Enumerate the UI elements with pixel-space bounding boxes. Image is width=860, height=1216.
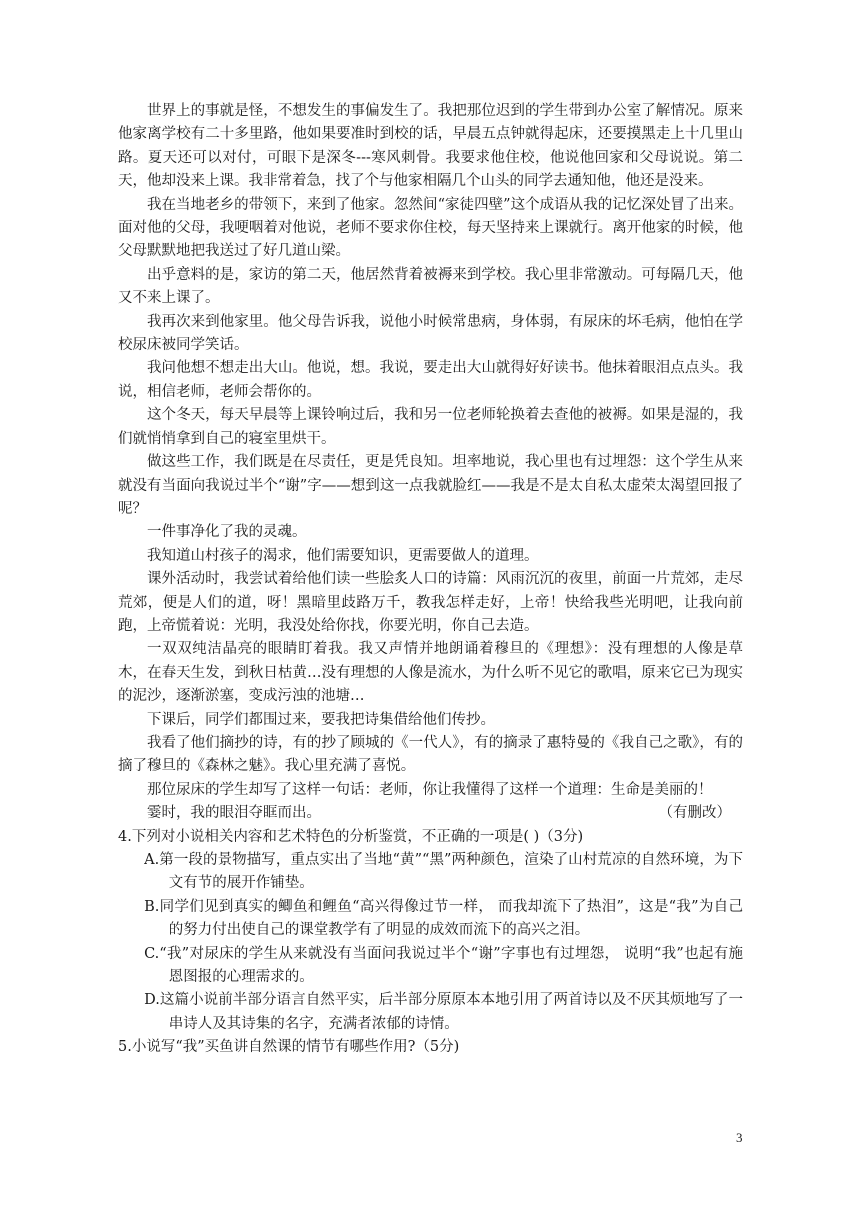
source-note: （有删改） — [658, 805, 731, 822]
paragraph-13: 我看了他们摘抄的诗，有的抄了顾城的《一代人》，有的摘录了惠特曼的《我自己之歌》，有的摘了穆旦的《森林之魅》。我心里充满了喜悦。 — [118, 734, 743, 775]
question-5-stem: 5.小说写“我”买鱼讲自然课的情节有哪些作用?（5分) — [118, 1039, 460, 1056]
paragraph-7: 做这些工作，我们既是在尽责任，更是凭良知。坦率地说，我心里也有过埋怨：这个学生从来就没有当面向我说过半个“谢”字——想到这一点我就脸红——我是不是太自私太虚荣太渴望回报了呢？ — [118, 454, 743, 517]
question-4-option-a: A.第一段的景物描写，重点实出了当地“黄”“黑”两种颜色，渲染了山村荒凉的自然环境，为下文有节的展开作铺垫。 — [144, 852, 743, 892]
paragraph-1: 世界上的事就是怪，不想发生的事偏发生了。我把那位迟到的学生带到办公室了解情况。原来他家离学校有二十多里路，他如果要准时到校的话，早晨五点钟就得起床，还要摸黑走上十几里山路。夏天还可以对付，可眼下是深冬---寒风刺骨。我要求他住校，他说他回家和父母说说。第二天，他却没来上课。我非常着急，找了个与他家相隔几个山头的同学去通知他，他还是没来。 — [118, 103, 743, 190]
paragraph-2: 我在当地老乡的带领下，来到了他家。忽然间“家徒四壁”这个成语从我的记忆深处冒了出来。面对他的父母，我哽咽着对他说，老师不要求你住校，每天坚持来上课就行。离开他家的时候，他父母默默地把我送过了好几道山梁。 — [118, 196, 743, 260]
paragraph-11: 一双双纯洁晶亮的眼睛盯着我。我又声情并地朗诵着穆旦的《理想》：没有理想的人像是草木，在春天生发，到秋日枯黄…没有理想的人像是流水，为什么听不见它的歌唱，原来它已为现实的泥沙，逐渐淤塞，变成污浊的池塘… — [118, 641, 743, 705]
document-page — [118, 100, 743, 1060]
question-5 — [118, 1036, 743, 1059]
paragraph-12: 下课后，同学们都围过来，要我把诗集借给他们传抄。 — [147, 711, 495, 728]
story-text — [118, 100, 743, 826]
paragraph-5: 我问他想不想走出大山。他说，想。我说，要走出大山就得好好读书。他抹着眼泪点点头。我说，相信老师，老师会帮你的。 — [118, 360, 743, 400]
question-4 — [118, 826, 743, 1037]
page-number: 3 — [736, 1130, 743, 1145]
question-4-option-b: B.同学们见到真实的鲫鱼和鲤鱼“高兴得像过节一样， 而我却流下了热泪”，这是“我”为自己的努力付出使自己的课堂教学有了明显的成效而流下的高兴之泪。 — [144, 898, 743, 939]
paragraph-4: 我再次来到他家里。他父母告诉我，说他小时候常患病，身体弱，有尿床的坏毛病，他怕在学校尿床被同学笑话。 — [118, 313, 743, 354]
paragraph-6: 这个冬天，每天早晨等上课铃响过后，我和另一位老师轮换着去查他的被褥。如果是湿的，我们就悄悄拿到自己的寝室里烘干。 — [118, 407, 743, 447]
paragraph-9: 我知道山村孩子的渴求，他们需要知识，更需要做人的道理。 — [147, 547, 539, 564]
paragraph-3: 出乎意料的是，家访的第二天，他居然背着被褥来到学校。我心里非常激动。可每隔几天，他又不来上课了。 — [118, 266, 743, 307]
paragraph-10: 课外活动时，我尝试着给他们读一些脍炙人口的诗篇：风雨沉沉的夜里，前面一片荒郊，走尽荒郊，便是人们的道，呀！黑暗里歧路万千，教我怎样走好，上帝！快给我些光明吧，让我向前跑，上帝慌着说：光明，我没处给你找，你要光明，你自己去造。 — [118, 571, 743, 634]
paragraph-8: 一件事净化了我的灵魂。 — [147, 524, 307, 541]
question-4-option-d: D.这篇小说前半部分语言自然平实，后半部分原原本本地引用了两首诗以及不厌其烦地写了一串诗人及其诗集的名字，充满者浓郁的诗情。 — [144, 992, 743, 1032]
paragraph-15 — [118, 802, 743, 825]
last-paragraph-text: 霎时，我的眼泪夺眶而出。 — [147, 805, 321, 822]
question-4-option-c: C.“我”对尿床的学生从来就没有当面问我说过半个“谢”字事也有过埋怨， 说明“我”也起有施恩图报的心理需求的。 — [144, 945, 743, 986]
paragraph-14: 那位尿床的学生却写了这样一句话：老师，你让我懂得了这样一个道理：生命是美丽的！ — [147, 781, 713, 798]
question-4-stem: 4.下列对小说相关内容和艺术特色的分析鉴赏，不正确的一项是( )（3分) — [118, 828, 584, 845]
